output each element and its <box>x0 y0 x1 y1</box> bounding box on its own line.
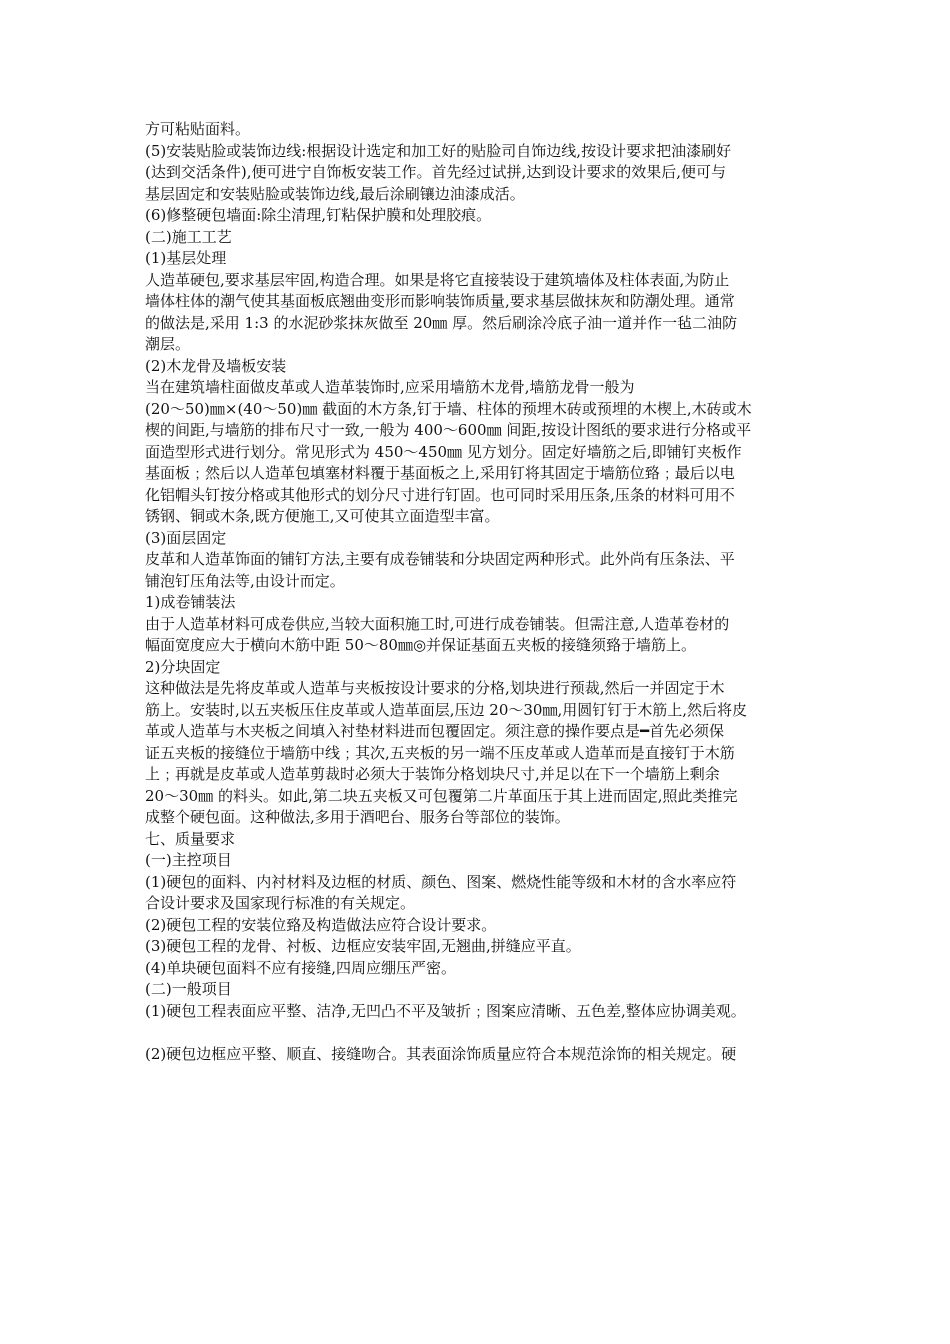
text-line: 的做法是,采用 1:3 的水泥砂浆抹灰做至 20㎜ 厚。然后刷涂冷底子油一道并作一毡二油防 <box>145 313 738 332</box>
text-line: (5)安装贴脸或装饰边线:根据设计选定和加工好的贴脸司自饰边线,按设计要求把油漆刷好 <box>145 141 732 160</box>
text-line: 方可粘贴面料。 <box>145 120 251 138</box>
text-line: 筋上。安装时,以五夹板压住皮革或人造革面层,压边 20～30㎜,用圆钉钉于木筋上,然后将皮 <box>145 700 748 719</box>
text-line: 面造型形式进行划分。常见形式为 450～450㎜ 见方划分。固定好墙筋之后,即铺钉夹板作 <box>145 442 742 461</box>
blank-line <box>145 1022 805 1044</box>
text-line: (3)面层固定 <box>145 528 227 547</box>
text-line: 幅面宽度应大于横向木筋中距 50～80㎜◎并保证基面五夹板的接缝须臵于墙筋上。 <box>145 636 697 654</box>
text-line: (1)基层处理 <box>145 249 227 267</box>
text-line: 锈钢、铜或木条,既方便施工,又可使其立面造型丰富。 <box>145 507 500 525</box>
text-line: 墙体柱体的潮气使其基面板底翘曲变形而影响装饰质量,要求基层做抹灰和防潮处理。通常 <box>145 292 735 310</box>
text-line: 证五夹板的接缝位于墙筋中线﹔其次,五夹板的另一端不压皮革或人造革而是直接钉于木筋 <box>145 743 735 762</box>
text-line: (1)硬包工程表面应平整、洁净,无凹凸不平及皱折﹔图案应清晰、五色差,整体应协调美观。 <box>145 1001 746 1020</box>
text-line: 1)成卷铺装法 <box>145 593 236 611</box>
text-line: (6)修整硬包墙面:除尘清理,钉粘保护膜和处理胶痕。 <box>145 206 492 224</box>
text-line: (3)硬包工程的龙骨、衬板、边框应安装牢固,无翘曲,拼缝应平直。 <box>145 937 581 955</box>
text-line: 合设计要求及国家现行标准的有关规定。 <box>145 894 416 912</box>
text-line: (一)主控项目 <box>145 851 232 869</box>
text-line: (二)一般项目 <box>145 980 232 998</box>
text-line: (20～50)㎜×(40～50)㎜ 截面的木方条,钉于墙、柱体的预埋木砖或预埋的木楔上,木砖或木 <box>145 399 752 418</box>
text-line: (达到交活条件),便可进宁自饰板安装工作。首先经过试拼,达到设计要求的效果后,便可与 <box>145 163 727 181</box>
text-line: 当在建筑墙柱面做皮革或人造革装饰时,应采用墙筋木龙骨,墙筋龙骨一般为 <box>145 378 635 396</box>
text-line: 由于人造革材料可成卷供应,当较大面积施工时,可进行成卷铺装。但需注意,人造革卷材的 <box>145 614 730 633</box>
text-line: (1)硬包的面料、内衬材料及边框的材质、颜色、图案、燃烧性能等级和木材的含水率应符 <box>145 872 737 891</box>
text-line: 成整个硬包面。这种做法,多用于酒吧台、服务台等部位的装饰。 <box>145 808 570 826</box>
text-line: (4)单块硬包面料不应有接缝,四周应绷压严密。 <box>145 958 457 977</box>
text-line: (2)硬包边框应平整、顺直、接缝吻合。其表面涂饰质量应符合本规范涂饰的相关规定。硬 <box>145 1044 737 1063</box>
text-line: 人造革硬包,要求基层牢固,构造合理。如果是将它直接装设于建筑墙体及柱体表面,为防止 <box>145 270 730 289</box>
text-line: 这种做法是先将皮革或人造革与夹板按设计要求的分格,划块进行预裁,然后一并固定于木 <box>145 679 725 697</box>
text-line: (2)硬包工程的安装位臵及构造做法应符合设计要求。 <box>145 915 497 934</box>
text-line: 基层固定和安装贴脸或装饰边线,最后涂刷镶边油漆成活。 <box>145 184 525 203</box>
text-line: 皮革和人造革饰面的铺钉方法,主要有成卷铺装和分块固定两种形式。此外尚有压条法、平 <box>145 550 735 568</box>
text-line: 楔的间距,与墙筋的排布尺寸一致,一般为 400～600㎜ 间距,按设计图纸的要求进行分格或平 <box>145 421 752 439</box>
text-line: 20～30㎜ 的料头。如此,第二块五夹板又可包覆第二片革面压于其上进而固定,照此类推完 <box>145 786 738 805</box>
text-line: (二)施工工艺 <box>145 227 232 246</box>
text-line: 基面板﹔然后以人造革包填塞材料覆于基面板之上,采用钉将其固定于墙筋位臵﹔最后以电 <box>145 464 735 482</box>
text-line: 革或人造革与木夹板之间填入衬垫材料进而包覆固定。须注意的操作要点是━首先必须保 <box>145 722 725 740</box>
text-line: 2)分块固定 <box>145 657 221 676</box>
text-line: 七、质量要求 <box>145 829 236 848</box>
text-line: 铺泡钉压角法等,由设计而定。 <box>145 571 345 590</box>
document-body <box>145 119 805 1065</box>
text-line: 潮层。 <box>145 335 191 353</box>
text-line: 上﹔再就是皮革或人造革剪裁时必须大于装饰分格划块尺寸,并足以在下一个墙筋上剩余 <box>145 765 720 783</box>
text-line: 化铝帽头钉按分格或其他形式的划分尺寸进行钉固。也可同时采用压条,压条的材料可用不 <box>145 485 735 504</box>
text-line: (2)木龙骨及墙板安装 <box>145 356 287 375</box>
